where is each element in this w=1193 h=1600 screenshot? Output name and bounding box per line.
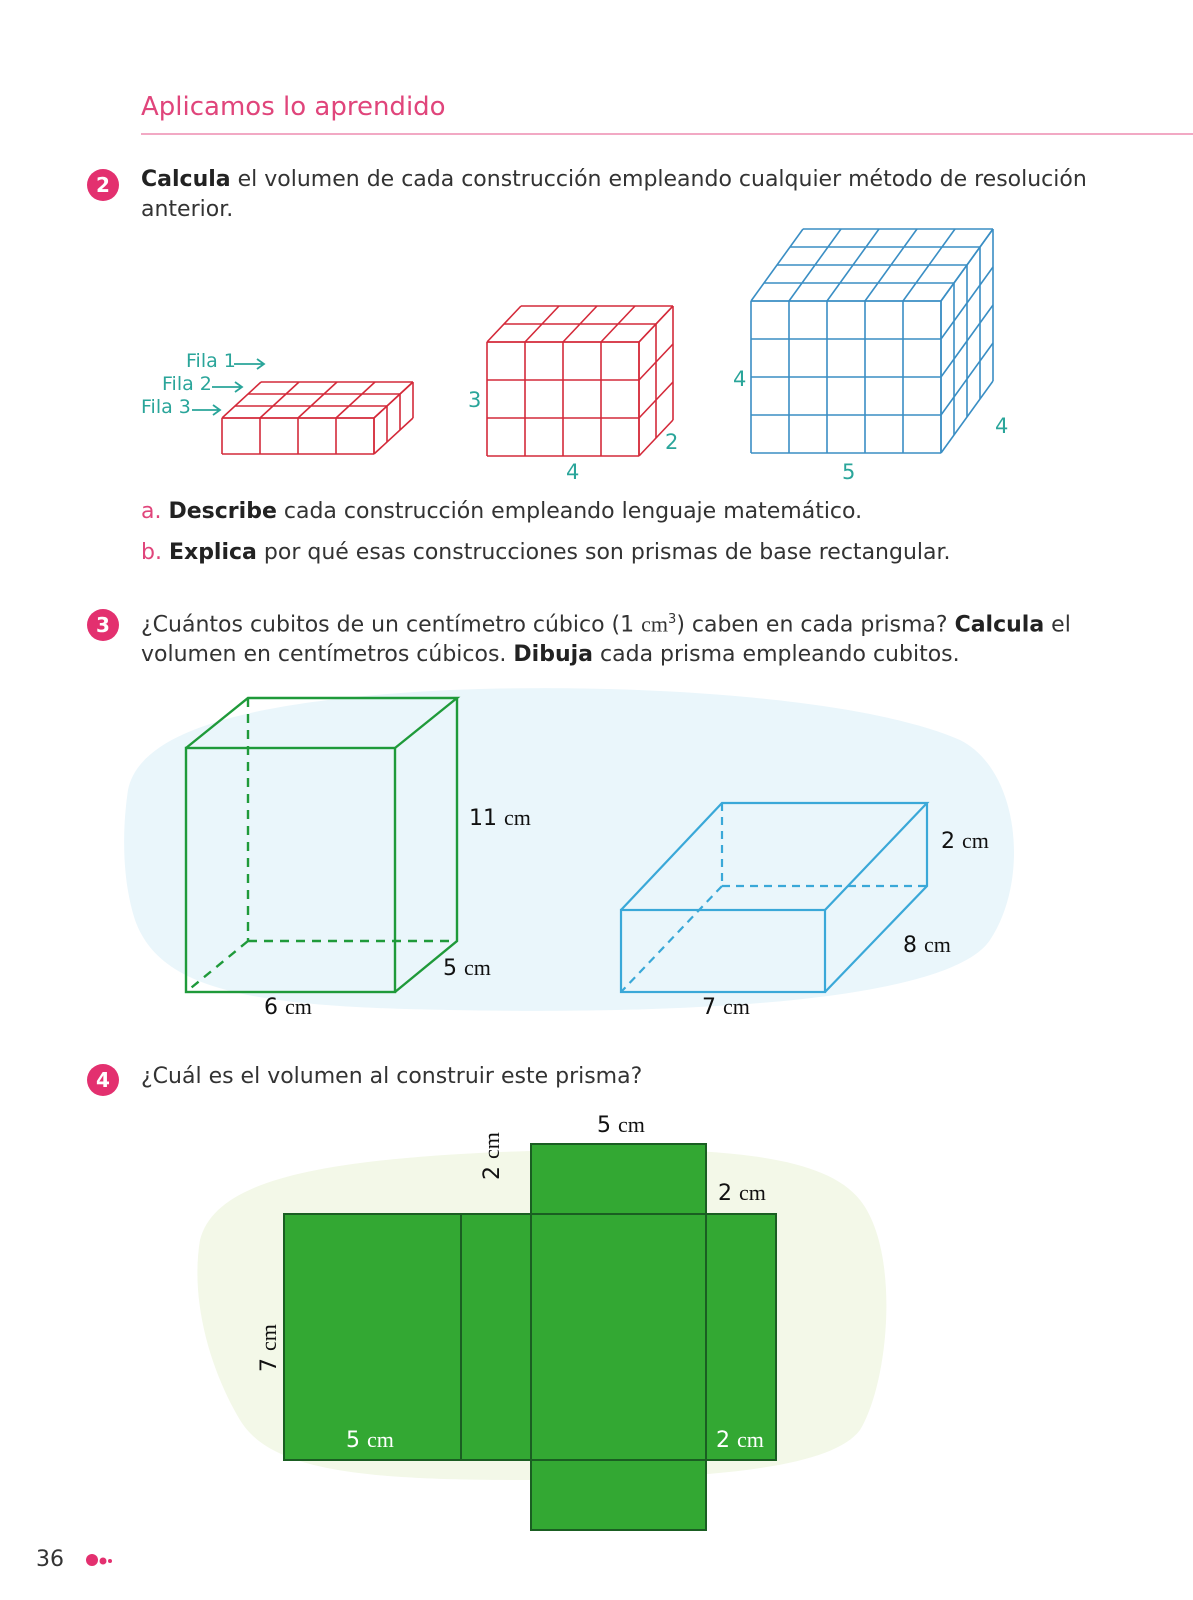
net-top-width-label: 5 cm xyxy=(597,1112,645,1138)
ex2-line1: el volumen de cada construcción empleando cualquier método de resolución xyxy=(230,167,1087,192)
blue-cube-prism xyxy=(751,229,993,453)
fila-3-label: Fila 3 xyxy=(141,396,191,418)
item-a-letter: a. xyxy=(141,499,162,524)
net-bottom-right-label: 2 cm xyxy=(716,1427,764,1453)
prismA-width-label: 6 cm xyxy=(264,994,312,1020)
item-b-verb: Explica xyxy=(168,540,257,565)
net-left-height-label: 7 cm xyxy=(256,1324,282,1372)
item-b xyxy=(141,538,951,568)
fila-1-label: Fila 1 xyxy=(186,350,236,372)
ex2-verb: Calcula xyxy=(141,167,231,192)
fig2-depth-label: 2 xyxy=(665,430,679,454)
item-b-letter: b. xyxy=(141,540,162,565)
ex2-line2: anterior. xyxy=(141,197,234,222)
fig3-width-label: 5 xyxy=(842,460,856,484)
fig3-depth-label: 4 xyxy=(995,414,1009,438)
prismB-width-label: 7 cm xyxy=(702,994,750,1020)
section-title: Aplicamos lo aprendido xyxy=(141,92,446,122)
net-right-depth-label: 2 cm xyxy=(718,1180,766,1206)
prismA-height-label: 11 cm xyxy=(469,805,531,831)
fila-2-label: Fila 2 xyxy=(162,373,212,395)
net-top-height-label: 2 cm xyxy=(479,1132,505,1180)
exercise-2-badge: 2 xyxy=(87,169,119,201)
fig2-width-label: 4 xyxy=(566,460,580,484)
fig2-height-label: 3 xyxy=(468,388,482,412)
blue-background-blob xyxy=(124,688,1014,1011)
prismB-height-label: 2 cm xyxy=(941,828,989,854)
page-number: 36 xyxy=(36,1547,64,1572)
red-cube-layer xyxy=(222,382,413,454)
fig3-height-label: 4 xyxy=(733,367,747,391)
red-cube-prism xyxy=(487,306,673,456)
item-b-text: por qué esas construcciones son prismas de base rectangular. xyxy=(256,540,951,565)
exercise-3-badge: 3 xyxy=(87,609,119,641)
item-a xyxy=(141,497,862,527)
exercise-4-question: ¿Cuál es el volumen al construir este prisma? xyxy=(141,1064,643,1089)
net-bottom-left-label: 5 cm xyxy=(346,1427,394,1453)
item-a-text: cada construcción empleando lenguaje matemático. xyxy=(276,499,863,524)
item-a-verb: Describe xyxy=(168,499,277,524)
exercise-3-instructions: ¿Cuántos cubitos de un centímetro cúbico (1 $cm^3$) caben en cada prisma? Calcula el volumen en centímetros cúbicos. Dibuja cada prisma empleando cubitos. xyxy=(141,611,1071,668)
prismB-depth-label: 8 cm xyxy=(903,932,951,958)
prismA-depth-label: 5 cm xyxy=(443,955,491,981)
exercise-4-badge: 4 xyxy=(87,1064,119,1096)
footer-dots xyxy=(86,1554,112,1566)
